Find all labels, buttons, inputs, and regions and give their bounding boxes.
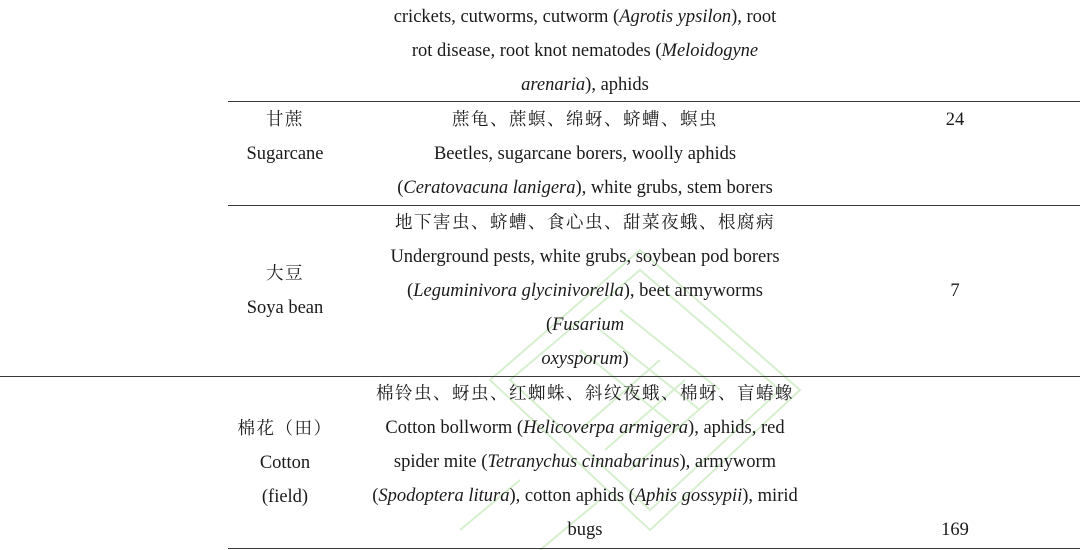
pest-line: Cotton bollworm (Helicoverpa armigera), aphids, red <box>385 418 785 438</box>
crop-name-en: Sugarcane <box>246 144 324 164</box>
record-count: 24 <box>945 110 965 130</box>
pest-line: crickets, cutworms, cutworm (Agrotis ypsilon), root <box>393 7 777 27</box>
pest-list-zh: 蔗龟、蔗螟、绵蚜、蛴螬、螟虫 <box>452 110 718 130</box>
pest-line: rot disease, root knot nematodes (Meloidogyne <box>411 41 759 61</box>
record-count: 7 <box>950 281 960 301</box>
pest-line: arenaria), aphids <box>521 75 649 95</box>
pest-line: bugs <box>567 520 603 540</box>
crop-name-en-qualifier: (field) <box>261 487 309 507</box>
crop-name-zh: 大豆 <box>266 264 304 284</box>
pest-line: Beetles, sugarcane borers, woolly aphids <box>433 144 737 164</box>
pest-line: (Ceratovacuna lanigera), white grubs, stem borers <box>397 178 773 198</box>
crop-name-en: Soya bean <box>246 298 324 318</box>
pest-line: (Fusarium <box>545 315 625 335</box>
pest-line: oxysporum) <box>541 349 629 369</box>
pest-list-zh: 地下害虫、蛴螬、食心虫、甜菜夜蛾、根腐病 <box>395 213 775 233</box>
crop-name-zh: 甘蔗 <box>266 110 304 130</box>
pest-line: (Leguminivora glycinivorella), beet armyworms <box>407 281 763 301</box>
pest-line: Underground pests, white grubs, soybean pod borers <box>390 247 780 267</box>
row-divider <box>228 548 1080 549</box>
crop-name-en: Cotton <box>259 453 311 473</box>
pest-line: spider mite (Tetranychus cinnabarinus), armyworm <box>393 452 777 472</box>
row-divider <box>228 101 1080 102</box>
pest-list-zh: 棉铃虫、蚜虫、红蜘蛛、斜纹夜蛾、棉蚜、盲蝽蟓 <box>376 384 794 404</box>
crop-name-zh: 棉花（田） <box>237 419 333 439</box>
record-count: 169 <box>941 520 969 540</box>
pest-line: (Spodoptera litura), cotton aphids (Aphis gossypii), mirid <box>372 486 798 506</box>
